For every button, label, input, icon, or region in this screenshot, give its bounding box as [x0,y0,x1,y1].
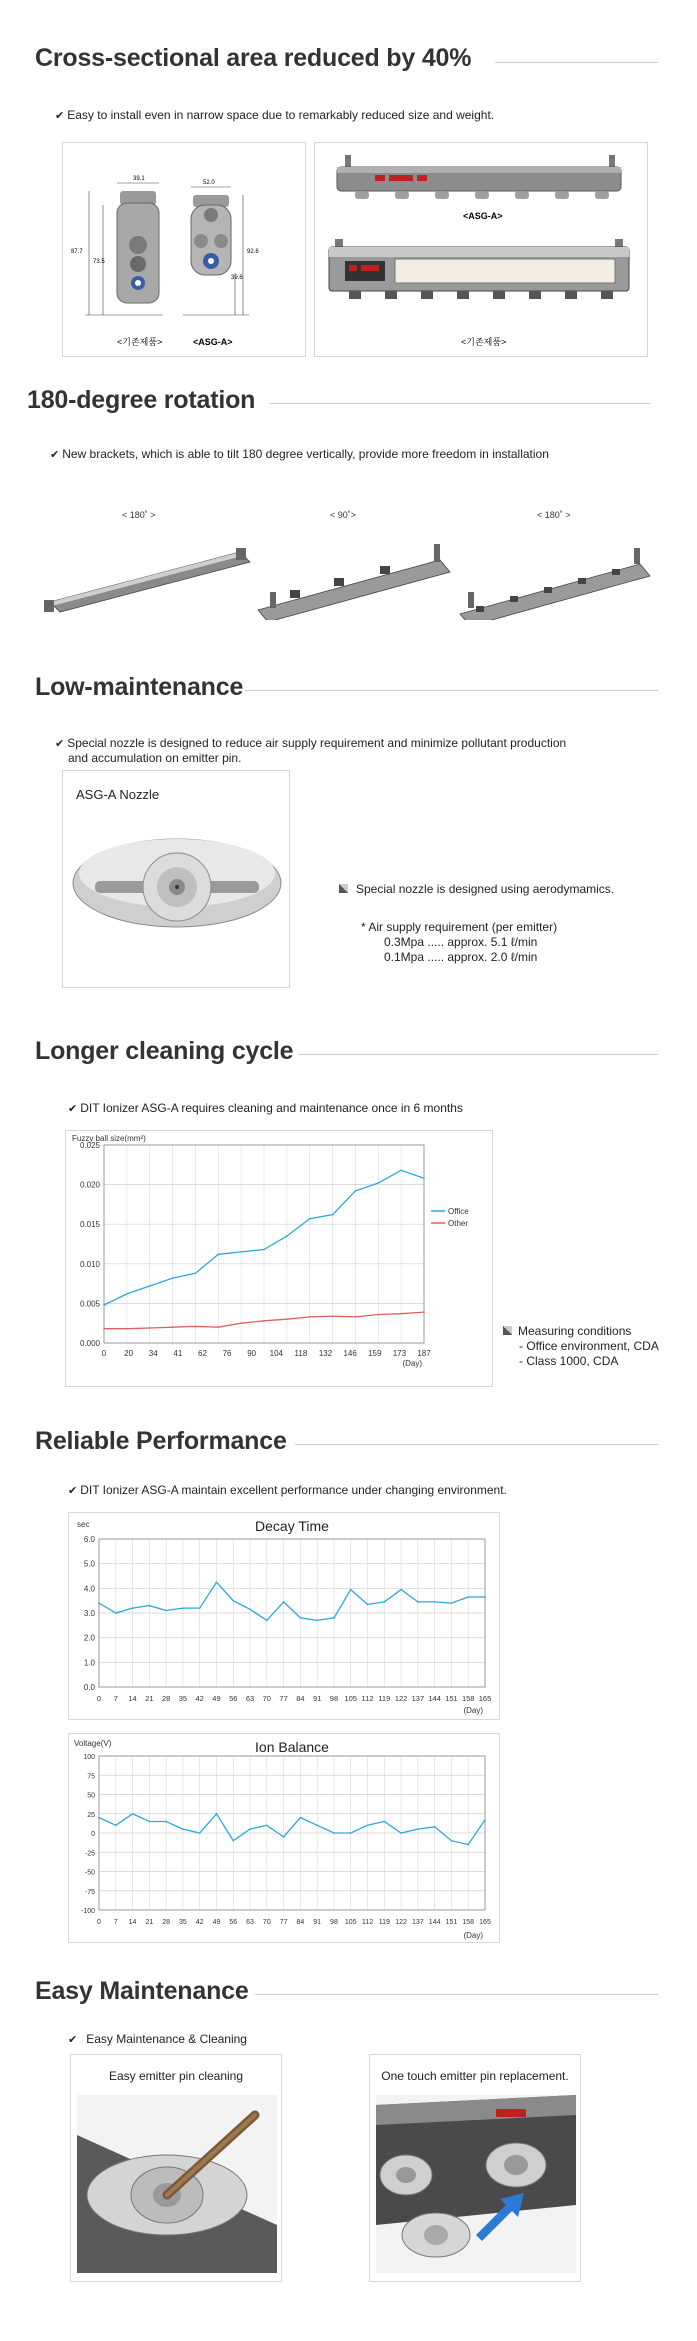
legend-label: Other [448,1219,469,1228]
x-tick-label: 151 [445,1694,458,1703]
x-tick-label: 187 [417,1349,431,1358]
data-point [423,1177,425,1179]
x-tick-label: 104 [269,1349,283,1358]
data-point [115,1612,117,1614]
data-point [149,1327,151,1329]
card-pin-replacement [369,2054,581,2282]
x-tick-label: 91 [313,1919,322,1926]
data-point [333,1617,335,1619]
data-point [126,1293,128,1295]
x-tick-label: 35 [178,1694,188,1703]
chart-title: Decay Time [255,1518,329,1534]
y-tick-label: 0.005 [79,1299,100,1309]
bullet-reliable-performance: ✔ DIT Ionizer ASG-A maintain excellent performance under changing environment. [68,1483,507,1497]
x-axis-label: (Day) [463,1706,483,1715]
card-pin-cleaning-title: Easy emitter pin cleaning [108,2069,244,2083]
section-title-easy-maintenance: Easy Maintenance [35,1977,249,2005]
section-title-rotation: 180-degree rotation [27,386,256,414]
x-tick-label: 77 [279,1694,288,1703]
check-icon: ✔ [68,1103,78,1115]
data-point [300,1617,302,1619]
x-tick-label: 21 [145,1919,154,1926]
y-tick-label: 0.020 [79,1180,100,1190]
x-tick-label: 70 [262,1694,271,1703]
y-tick-label: -50 [84,1869,95,1877]
y-tick-label: 0.015 [79,1220,100,1230]
data-point [350,1589,352,1591]
data-point [377,1314,379,1316]
data-point [172,1277,174,1279]
data-point [149,1285,151,1287]
x-tick-label: 49 [212,1919,221,1926]
x-axis-label: (Day) [402,1359,422,1368]
section-divider [270,403,650,404]
legend-label: Office [448,1207,469,1216]
data-point [384,1601,386,1603]
checker-icon [503,1326,512,1335]
old-product-bar-image [329,239,629,299]
y-tick-label: 75 [87,1773,95,1781]
asg-a-bar-image [337,155,621,199]
data-point [199,1832,201,1834]
x-tick-label: 151 [445,1919,458,1926]
data-point [367,1825,369,1827]
x-tick-label: 118 [294,1349,308,1358]
data-point [182,1828,184,1830]
y-axis-label: sec [77,1520,90,1529]
y-axis-label: Fuzzy ball size(mm²) [72,1134,146,1143]
x-tick-label: 21 [145,1694,154,1703]
data-point [467,1596,469,1598]
section-title-cleaning-cycle: Longer cleaning cycle [35,1037,294,1065]
x-tick-label: 0 [101,1349,107,1358]
rotation-label-180-right: < 180˚ > [537,510,571,520]
data-point [165,1610,167,1612]
y-tick-label: 0 [91,1831,95,1838]
data-point [266,1620,268,1622]
data-point [266,1825,268,1827]
x-tick-label: 84 [296,1919,305,1926]
y-tick-label: -25 [84,1850,95,1858]
air-supply-line1: 0.3Mpa ..... approx. 5.1 ℓ/min [384,935,538,949]
x-tick-label: 144 [428,1919,441,1926]
series-line-data [99,1582,485,1620]
data-point [172,1326,174,1328]
dim-h4: 39.6 [231,275,243,281]
dim-h1: 87.7 [71,249,83,255]
data-point [367,1604,369,1606]
data-point [309,1218,311,1220]
bullet-cross-section: ✔ Easy to install even in narrow space due to remarkably reduced size and weight. [55,108,495,122]
x-tick-label: 137 [411,1694,425,1703]
y-tick-label: 4.0 [83,1584,95,1594]
y-tick-label: 0.025 [79,1141,100,1150]
y-axis-label: Voltage(V) [74,1739,112,1748]
section-divider [295,1444,658,1445]
decay-time-chart [69,1513,499,1719]
check-icon: ✔ [50,449,60,461]
data-point [195,1273,197,1275]
check-icon: ✔ [68,1485,78,1497]
data-point [195,1326,197,1328]
y-tick-label: 3.0 [83,1609,95,1618]
section-title-cross-section: Cross-sectional area reduced by 40% [35,44,472,72]
x-tick-label: 119 [378,1694,391,1703]
data-point [249,1609,251,1611]
dimension-drawing [63,143,305,356]
y-tick-label: 0.010 [79,1259,100,1269]
rotation-image-180-right [460,548,650,620]
x-tick-label: 98 [330,1919,338,1926]
x-tick-label: 35 [179,1919,187,1926]
x-tick-label: 62 [198,1349,207,1358]
x-tick-label: 91 [313,1694,322,1703]
dim-w2: 52.0 [203,180,215,186]
rotation-image-180-left [44,548,250,612]
air-supply-title: * Air supply requirement (per emitter) [361,920,558,934]
data-point [182,1607,184,1609]
data-point [350,1832,352,1834]
data-point [232,1600,234,1602]
x-tick-label: 14 [128,1919,137,1926]
y-tick-label: 25 [87,1811,95,1819]
y-tick-label: 0.000 [79,1339,100,1348]
data-point [286,1235,288,1237]
data-point [98,1602,100,1604]
data-point [132,1607,134,1609]
data-point [103,1304,105,1306]
data-point [309,1316,311,1318]
x-tick-label: 112 [361,1694,374,1703]
data-point [434,1601,436,1603]
x-tick-label: 105 [344,1694,357,1703]
x-tick-label: 14 [128,1694,137,1703]
data-point [377,1182,379,1184]
data-point [98,1817,100,1819]
nozzle-title: ASG-A Nozzle [76,787,160,802]
x-tick-label: 56 [229,1694,238,1703]
x-tick-label: 122 [394,1694,408,1703]
x-tick-label: 77 [279,1919,288,1926]
data-point [316,1620,318,1622]
nozzle-panel [62,770,290,988]
product-photos [315,143,647,356]
data-point [149,1821,151,1823]
card-pin-replacement-title: One touch emitter pin replacement. [381,2069,569,2083]
data-point [384,1821,386,1823]
chart-title: Ion Balance [255,1739,329,1755]
x-tick-label: 41 [173,1349,183,1358]
x-tick-label: 49 [212,1694,221,1703]
rotation-label-180-left: < 180˚ > [122,510,156,520]
data-point [126,1328,128,1330]
data-point [199,1607,201,1609]
nozzle-image [69,821,285,941]
dim-w1: 39.1 [133,176,145,182]
y-tick-label: 5.0 [83,1559,95,1569]
condition-1: - Office environment, CDA [519,1339,659,1353]
caption-asg-a-photo: <ASG-A> [463,211,503,221]
data-point [165,1821,167,1823]
data-point [283,1601,285,1603]
y-tick-label: -100 [80,1908,95,1915]
x-tick-label: 137 [412,1919,424,1926]
product-photo-panel [314,142,648,357]
caption-old-product-photo: <기존제품> [461,337,507,347]
data-point [451,1840,453,1842]
x-tick-label: 76 [222,1349,232,1358]
x-tick-label: 84 [296,1694,305,1703]
data-point [103,1328,105,1330]
x-tick-label: 42 [195,1919,204,1926]
bullet-cleaning-cycle: ✔ DIT Ionizer ASG-A requires cleaning and maintenance once in 6 months [68,1101,463,1115]
data-point [400,1170,402,1172]
bullet-rotation: ✔ New brackets, which is able to tilt 180 degree vertically, provide more freedom in installation [50,447,549,461]
x-tick-label: 42 [195,1694,204,1703]
y-tick-label: 2.0 [83,1633,95,1643]
section-title-low-maintenance: Low-maintenance [35,673,244,701]
data-point [316,1825,318,1827]
data-point [115,1825,117,1827]
x-tick-label: 144 [428,1694,441,1703]
x-tick-label: 158 [461,1694,475,1703]
data-point [217,1253,219,1255]
data-point [286,1318,288,1320]
ion-balance-chart [69,1734,499,1942]
decay-time-chart-panel [68,1512,500,1720]
data-point [355,1190,357,1192]
data-point [149,1605,151,1607]
x-tick-label: 20 [124,1349,134,1358]
dim-h2: 73.5 [93,259,105,265]
data-point [263,1320,265,1322]
y-tick-label: 50 [87,1792,95,1800]
x-axis-label: (Day) [463,1931,483,1940]
x-tick-label: 56 [229,1919,238,1926]
data-point [240,1322,242,1324]
fuzzy-ball-chart [66,1131,492,1386]
x-tick-label: 146 [343,1349,357,1358]
caption-old-product: <기존제품> [117,337,163,347]
data-point [484,1596,486,1598]
section-divider [298,1054,658,1055]
rotation-images [40,530,660,620]
bullet-low-maintenance: ✔ Special nozzle is designed to reduce air supply requirement and minimize pollutant production [55,736,567,750]
fuzzy-ball-chart-panel [65,1130,493,1387]
data-point [217,1326,219,1328]
check-icon: ✔ [68,2034,78,2046]
section-divider [255,1994,658,1995]
bullet-low-maintenance-line2: and accumulation on emitter pin. [68,751,242,765]
data-point [283,1836,285,1838]
x-tick-label: 119 [378,1919,390,1926]
x-tick-label: 105 [344,1919,357,1926]
data-point [484,1819,486,1821]
checker-icon [339,884,348,893]
dimension-drawing-panel [62,142,306,357]
data-point [355,1316,357,1318]
asg-a-drawing [183,187,249,315]
x-tick-label: 173 [392,1349,407,1358]
x-tick-label: 28 [161,1694,171,1703]
check-icon: ✔ [55,738,65,750]
data-point [263,1249,265,1251]
x-tick-label: 165 [479,1919,491,1926]
y-tick-label: 0.0 [83,1683,95,1692]
pin-replacement-image [376,2095,576,2273]
y-tick-label: -75 [84,1888,95,1896]
data-point [249,1828,251,1830]
x-tick-label: 63 [245,1694,255,1703]
data-point [232,1840,234,1842]
rotation-image-90 [258,544,450,620]
x-tick-label: 90 [247,1349,257,1358]
data-point [400,1832,402,1834]
data-point [216,1581,218,1583]
card-pin-cleaning [70,2054,282,2282]
x-tick-label: 63 [246,1919,254,1926]
data-point [240,1251,242,1253]
bullet-easy-maintenance: ✔ Easy Maintenance & Cleaning [68,2032,247,2046]
y-tick-label: 1.0 [83,1658,95,1668]
condition-2: - Class 1000, CDA [519,1354,619,1368]
data-point [467,1844,469,1846]
data-point [332,1315,334,1317]
x-tick-label: 122 [395,1919,407,1926]
section-divider [245,690,658,691]
x-tick-label: 132 [318,1349,333,1358]
ion-balance-chart-panel [68,1733,500,1943]
caption-asg-a: <ASG-A> [193,337,233,347]
data-point [451,1602,453,1604]
x-tick-label: 158 [462,1919,475,1926]
x-tick-label: 159 [368,1349,382,1358]
x-tick-label: 7 [113,1919,118,1926]
data-point [400,1313,402,1315]
data-point [300,1817,302,1819]
dim-h3: 92.6 [247,249,259,255]
check-icon: ✔ [55,110,65,122]
air-supply-line2: 0.1Mpa ..... approx. 2.0 ℓ/min [384,950,538,964]
x-tick-label: 98 [329,1694,339,1703]
x-tick-label: 0 [96,1694,102,1703]
data-point [417,1828,419,1830]
x-tick-label: 28 [162,1919,171,1926]
rotation-label-90: < 90˚> [330,510,357,520]
pin-cleaning-image [77,2095,277,2273]
data-point [417,1601,419,1603]
series-line-data [99,1814,485,1845]
section-divider [495,62,658,63]
x-tick-label: 34 [148,1349,158,1358]
y-tick-label: 100 [83,1754,95,1761]
data-point [333,1832,335,1834]
measuring-conditions: Measuring conditions [503,1324,631,1338]
data-point [332,1214,334,1216]
x-tick-label: 165 [478,1694,492,1703]
x-tick-label: 70 [262,1919,271,1926]
x-tick-label: 0 [97,1919,101,1926]
section-title-reliable-performance: Reliable Performance [35,1427,287,1455]
data-point [434,1826,436,1828]
data-point [132,1813,134,1815]
old-product-drawing [85,183,163,315]
data-point [216,1813,218,1815]
x-tick-label: 112 [361,1919,374,1926]
data-point [423,1311,425,1313]
y-tick-label: 6.0 [83,1535,95,1544]
data-point [400,1589,402,1591]
nozzle-note: Special nozzle is designed using aerodymamics. [339,882,614,896]
x-tick-label: 7 [113,1694,118,1703]
